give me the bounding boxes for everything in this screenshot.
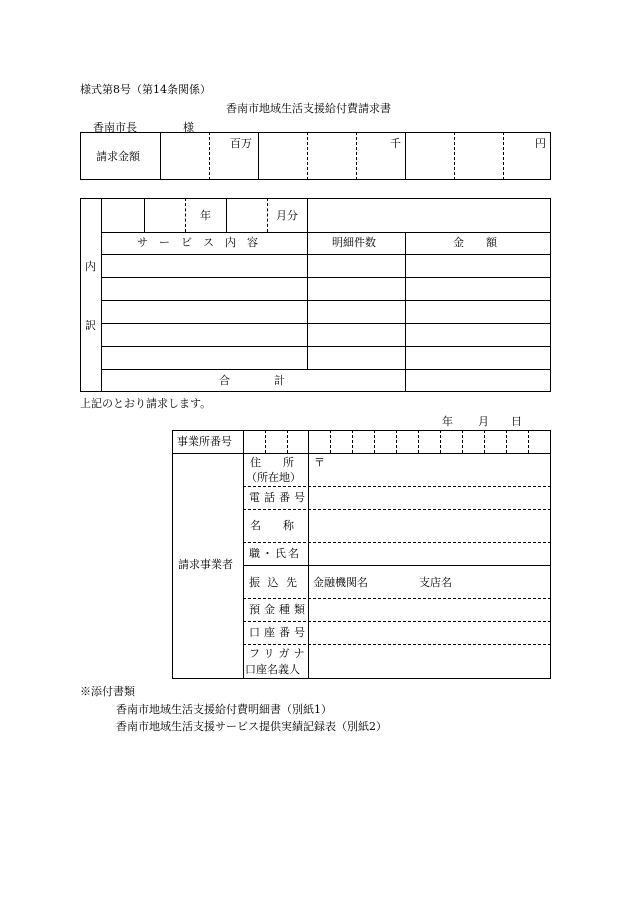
year-label: 年 (200, 209, 211, 222)
date-year-label: 年 (442, 415, 453, 428)
total-amount-input[interactable] (406, 370, 550, 391)
office-number-label: 事業所番号 (177, 435, 232, 448)
attachment-item: 香南市地域生活支援給付費明細書（別紙1） (116, 703, 332, 716)
phone-input[interactable] (309, 487, 550, 508)
detail-side-label-bottom: 訳 (85, 319, 96, 332)
date-month-label: 月 (478, 415, 489, 428)
attachments-heading: ※添付書類 (80, 685, 135, 698)
date-year-input[interactable] (410, 412, 440, 428)
account-number-input[interactable] (309, 622, 550, 643)
title-name-input[interactable] (309, 543, 550, 564)
service-input[interactable] (102, 347, 306, 368)
office-number-input[interactable] (244, 431, 550, 452)
bank-name-label: 金融機関名 (313, 576, 368, 589)
page-title: 香南市地域生活支援給付費請求書 (226, 102, 391, 115)
count-input[interactable] (308, 324, 404, 345)
unit-thousand: 千 (390, 137, 401, 150)
month-input[interactable] (227, 199, 306, 231)
honorific: 様 (183, 121, 194, 134)
unit-yen: 円 (535, 137, 546, 150)
furigana-label: フリガナ (249, 647, 309, 660)
phone-label: 電話番号 (249, 491, 309, 504)
amount-cell-input[interactable] (406, 255, 550, 276)
account-holder-input[interactable] (309, 645, 550, 678)
total-label: 合 計 (219, 374, 285, 387)
detail-side-label-top: 内 (85, 260, 96, 273)
address-input[interactable] (326, 455, 550, 485)
name-input[interactable] (309, 510, 550, 541)
amount-cell-input[interactable] (406, 324, 550, 345)
form-number: 様式第8号（第14条関係） (80, 83, 211, 96)
date-day-input[interactable] (488, 412, 510, 428)
year-input[interactable] (102, 199, 225, 231)
service-input[interactable] (102, 324, 306, 345)
amount-input[interactable] (161, 150, 404, 179)
title-name-label: 職・氏名 (249, 547, 301, 560)
count-input[interactable] (308, 301, 404, 322)
branch-name-label: 支店名 (419, 576, 452, 589)
addressee: 香南市長 (93, 121, 137, 134)
bank-name-input[interactable] (370, 567, 416, 597)
account-number-label: 口座番号 (249, 626, 309, 639)
transfer-label: 振 込 先 (249, 576, 299, 589)
column-count: 明細件数 (332, 236, 376, 249)
amount-cell-input[interactable] (406, 347, 550, 368)
date-day-label: 日 (511, 415, 522, 428)
column-service: サ ー ビ ス 内 容 (137, 236, 258, 249)
count-input[interactable] (308, 255, 404, 276)
count-input[interactable] (308, 278, 404, 299)
address-sub-label: （所在地） (246, 471, 301, 484)
service-input[interactable] (102, 278, 306, 299)
amount-label: 請求金額 (96, 150, 140, 163)
address-label: 住 所 (250, 456, 294, 469)
claimant-label: 請求事業者 (178, 558, 233, 571)
statement: 上記のとおり請求します。 (80, 397, 212, 410)
postal-mark: 〒 (314, 456, 325, 469)
amount-cell-input[interactable] (406, 301, 550, 322)
month-label: 月分 (276, 209, 298, 222)
branch-name-input[interactable] (456, 567, 550, 597)
deposit-type-input[interactable] (309, 599, 550, 620)
service-input[interactable] (102, 255, 306, 276)
count-input[interactable] (308, 347, 404, 368)
amount-cell-input[interactable] (406, 278, 550, 299)
unit-million: 百万 (230, 137, 252, 150)
amount-input-lower[interactable] (406, 150, 550, 179)
column-amount: 金 額 (453, 236, 497, 249)
date-month-input[interactable] (452, 412, 476, 428)
name-label: 名 称 (250, 519, 294, 532)
account-holder-label: 口座名義人 (245, 663, 300, 676)
service-input[interactable] (102, 301, 306, 322)
deposit-type-label: 預金種類 (249, 603, 309, 616)
attachment-item: 香南市地域生活支援サービス提供実績記録表（別紙2） (116, 720, 387, 733)
